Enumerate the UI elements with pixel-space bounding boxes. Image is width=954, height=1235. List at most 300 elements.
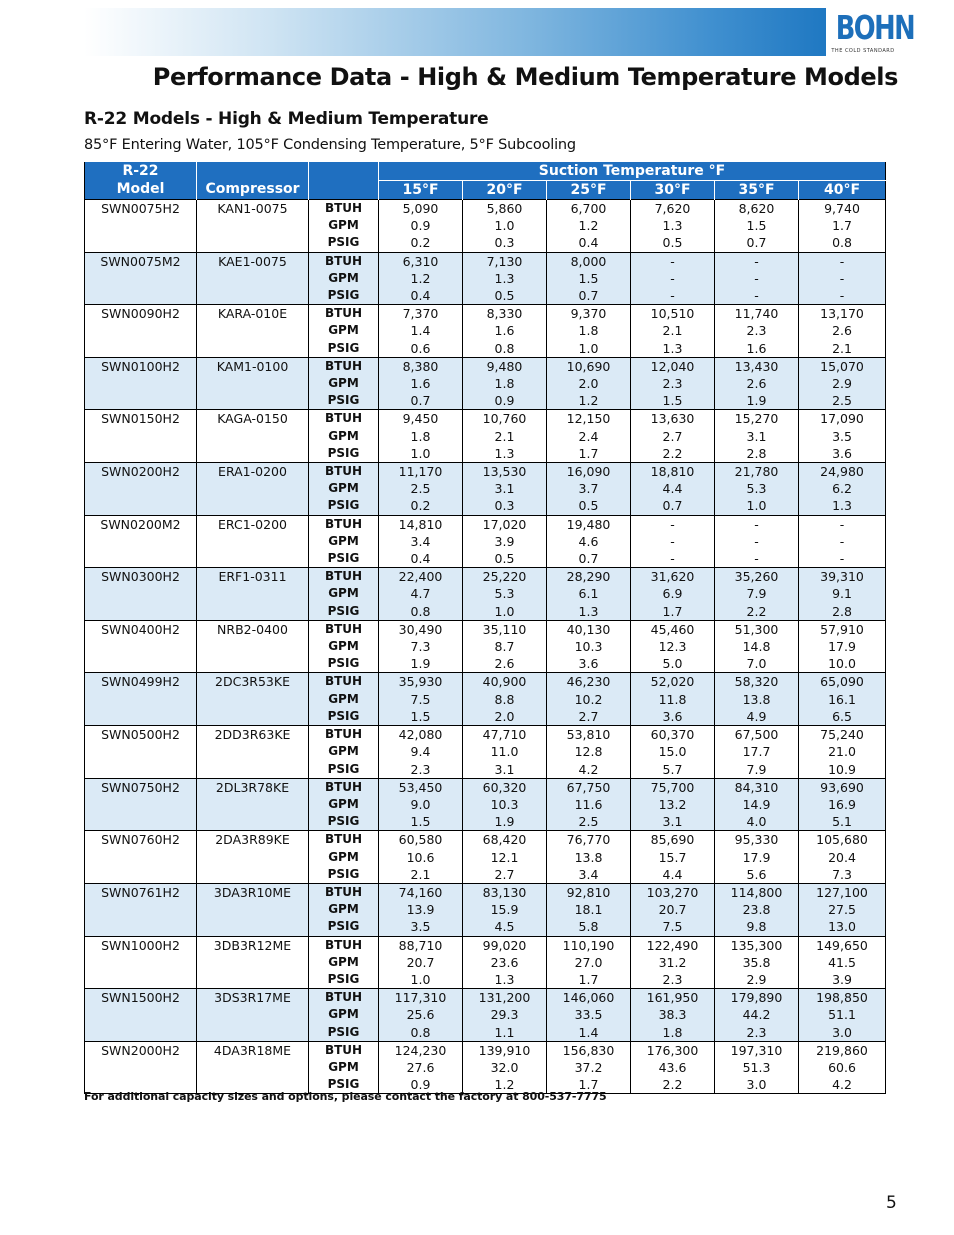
value-cell (547, 1041, 631, 1094)
unit-label: BTUH (324, 937, 363, 952)
value: 1.8 (662, 1024, 683, 1040)
unit-label: PSIG (327, 1024, 360, 1039)
value: 3.7 (578, 481, 599, 497)
value: 9,450 (402, 411, 439, 427)
unit-label: BTUH (324, 306, 363, 321)
value-cell (631, 778, 715, 831)
model-cell: SWN0075M2 (85, 252, 197, 305)
unit-label: PSIG (327, 814, 360, 829)
value: 14.8 (742, 639, 771, 655)
value: - (839, 253, 845, 269)
value: 2.8 (832, 603, 852, 619)
value-cell (631, 252, 715, 305)
value: 6,700 (570, 201, 607, 216)
value: 20.4 (828, 849, 856, 865)
value: 12.1 (490, 849, 519, 865)
unit-label: GPM (328, 323, 359, 338)
value-cell (799, 778, 886, 831)
value-cell (799, 252, 886, 305)
unit-label: PSIG (327, 919, 360, 934)
value: 2.1 (494, 428, 515, 444)
value: 3.6 (578, 656, 599, 672)
value: 4.5 (494, 919, 515, 935)
value: 46,230 (566, 674, 611, 690)
model-cell: SWN1000H2 (85, 936, 197, 989)
value: 95,330 (734, 832, 779, 848)
value: 219,860 (816, 1042, 868, 1058)
value: - (670, 288, 675, 304)
value: 21.0 (828, 744, 856, 760)
value: 4.9 (746, 708, 767, 724)
value: 17,020 (482, 516, 527, 532)
value: 0.3 (494, 498, 515, 514)
model-cell: SWN0500H2 (85, 726, 197, 779)
table-row (85, 1041, 886, 1094)
unit-label: BTUH (324, 464, 363, 479)
value-cell (631, 200, 715, 253)
value-cell (547, 515, 631, 568)
value: 16.1 (828, 691, 856, 707)
value-cell (631, 989, 715, 1042)
value: 7.5 (662, 919, 683, 935)
value: 1.3 (578, 603, 599, 619)
unit-label: GPM (328, 586, 359, 601)
value: 38.3 (658, 1007, 687, 1023)
value: 1.2 (578, 393, 599, 409)
value: 0.3 (494, 235, 515, 251)
compressor-cell: 2DA3R89KE (197, 831, 309, 884)
value-cell (463, 515, 547, 568)
value-cell (799, 1041, 886, 1094)
table-row (85, 989, 886, 1042)
value: 60,370 (650, 727, 695, 743)
value: 47,710 (482, 727, 527, 743)
value: 84,310 (734, 779, 779, 795)
value: 6.9 (662, 586, 683, 602)
model-cell: SWN0400H2 (85, 620, 197, 673)
value: 1.2 (410, 270, 431, 286)
value-cell (379, 463, 463, 516)
test-conditions: 85°F Entering Water, 105°F Condensing Temperature, 5°F Subcooling (84, 137, 576, 153)
value: 1.7 (832, 218, 852, 234)
value-cell (547, 831, 631, 884)
bohn-logo (828, 8, 915, 56)
value: 17.9 (742, 849, 771, 865)
value: 2.9 (832, 376, 852, 392)
units-cell (309, 252, 379, 305)
value: 2.2 (662, 1077, 683, 1093)
value: 0.5 (494, 551, 515, 567)
value: 40,900 (482, 674, 527, 690)
value: 93,690 (820, 779, 864, 795)
table-row (85, 357, 886, 410)
value-cell (463, 1041, 547, 1094)
value: 3.9 (832, 971, 852, 987)
unit-label: PSIG (327, 866, 360, 881)
compressor-cell: NRB2-0400 (197, 620, 309, 673)
value-cell (799, 305, 886, 358)
value: 0.8 (410, 603, 431, 619)
value: 1.0 (746, 498, 767, 514)
value: 1.9 (410, 656, 431, 672)
unit-label: PSIG (327, 1077, 360, 1092)
value: 60,320 (482, 779, 527, 795)
value: 13,630 (650, 411, 695, 427)
value: 1.6 (410, 376, 431, 392)
value-cell (547, 620, 631, 673)
units-cell (309, 989, 379, 1042)
value: 0.8 (410, 1024, 431, 1040)
unit-label: GPM (328, 954, 359, 969)
value: 60,580 (398, 832, 443, 848)
value: 1.2 (494, 1077, 515, 1093)
value: 1.3 (494, 445, 515, 461)
value: 5.7 (662, 761, 683, 777)
value: 0.9 (494, 393, 515, 409)
table-row (85, 305, 886, 358)
unit-label: PSIG (327, 551, 360, 566)
unit-label: PSIG (327, 340, 360, 355)
compressor-header: Compressor (197, 181, 309, 200)
value: 7,370 (402, 306, 439, 322)
value: 3.0 (832, 1024, 852, 1040)
value: 8,380 (402, 358, 439, 374)
unit-label: BTUH (324, 516, 363, 531)
unit-label: GPM (328, 428, 359, 443)
value: 11.6 (574, 796, 603, 812)
table-row (85, 252, 886, 305)
value: 10.3 (490, 796, 519, 812)
value: 7.3 (410, 639, 431, 655)
value: 24,980 (820, 464, 864, 480)
value: - (754, 516, 759, 532)
value: 11,740 (734, 306, 779, 322)
value: 35.8 (742, 954, 771, 970)
value: 3.1 (494, 481, 515, 497)
units-header-blank (309, 162, 379, 181)
compressor-cell: ERA1-0200 (197, 463, 309, 516)
unit-label: GPM (328, 691, 359, 706)
value-cell (799, 989, 886, 1042)
table-row (85, 463, 886, 516)
table-row (85, 778, 886, 831)
value: 35,110 (482, 621, 527, 637)
value-cell (547, 200, 631, 253)
value: 1.3 (662, 340, 683, 356)
model-cell: SWN0499H2 (85, 673, 197, 726)
value: 29.3 (490, 1007, 519, 1023)
value-cell (463, 305, 547, 358)
page-number: 5 (886, 1193, 897, 1213)
compressor-cell: ERC1-0200 (197, 515, 309, 568)
value: 2.2 (746, 603, 767, 619)
value: 22,400 (398, 569, 443, 585)
value-cell (547, 410, 631, 463)
value: 0.8 (832, 235, 852, 251)
unit-label: PSIG (327, 235, 360, 250)
value: 9,370 (570, 306, 607, 322)
value: 19,480 (566, 516, 611, 532)
value: 5.3 (746, 481, 767, 497)
units-cell (309, 305, 379, 358)
value: 15.7 (658, 849, 687, 865)
value: 5.1 (832, 814, 852, 830)
value: 1.3 (832, 498, 852, 514)
model-cell: SWN0761H2 (85, 883, 197, 936)
value: 4.2 (578, 761, 599, 777)
unit-label: GPM (328, 376, 359, 391)
value-cell (715, 200, 799, 253)
value-cell (463, 673, 547, 726)
value: 7.0 (746, 656, 767, 672)
value: 4.2 (832, 1077, 852, 1093)
unit-label: GPM (328, 218, 359, 233)
value: 42,080 (398, 727, 443, 743)
value: 25,220 (482, 569, 527, 585)
value: 0.7 (662, 498, 683, 514)
value: 13,430 (734, 358, 779, 374)
value: 7.3 (832, 866, 852, 882)
table-row (85, 568, 886, 621)
unit-label: GPM (328, 270, 359, 285)
value: 10,510 (650, 306, 695, 322)
value: 1.3 (494, 971, 515, 987)
model-cell: SWN1500H2 (85, 989, 197, 1042)
value: 21,780 (734, 464, 779, 480)
value: 7.9 (746, 761, 767, 777)
value: 88,710 (398, 937, 443, 953)
unit-label: BTUH (324, 411, 363, 426)
value-cell (631, 726, 715, 779)
value: 32.0 (490, 1059, 519, 1075)
value: 9.1 (832, 586, 852, 602)
value-cell (631, 463, 715, 516)
value-cell (379, 620, 463, 673)
value-cell (715, 357, 799, 410)
value-cell (631, 568, 715, 621)
model-cell: SWN0300H2 (85, 568, 197, 621)
value: 7,130 (486, 253, 523, 269)
units-cell (309, 726, 379, 779)
value: 0.5 (578, 498, 599, 514)
model-cell: SWN0200H2 (85, 463, 197, 516)
value: 10.6 (406, 849, 435, 865)
value: 27.6 (406, 1059, 435, 1075)
value: 5.0 (662, 656, 683, 672)
value-cell (379, 357, 463, 410)
footnote: For additional capacity sizes and options, please contact the factory at 800-537-7775 (84, 1090, 607, 1103)
value: 105,680 (816, 832, 868, 848)
value: 11,170 (398, 464, 443, 480)
model-header: Model (85, 181, 197, 200)
value: 1.9 (746, 393, 767, 409)
value: 0.7 (578, 551, 599, 567)
value: - (754, 288, 759, 304)
value: 3.6 (832, 445, 852, 461)
value: 10.2 (574, 691, 603, 707)
value: 31.2 (658, 954, 687, 970)
unit-label: BTUH (324, 1042, 363, 1057)
value: 15,270 (734, 411, 779, 427)
value: - (754, 551, 759, 567)
value: 7,620 (654, 201, 691, 216)
compressor-cell: 3DS3R17ME (197, 989, 309, 1042)
table-row (85, 883, 886, 936)
value: 68,420 (482, 832, 527, 848)
value-cell (547, 778, 631, 831)
unit-label: PSIG (327, 971, 360, 986)
value: 1.5 (410, 708, 431, 724)
value: 27.0 (574, 954, 603, 970)
value: 176,300 (646, 1042, 699, 1058)
table-row (85, 726, 886, 779)
value: 122,490 (646, 937, 699, 953)
value: 3.4 (410, 533, 431, 549)
value-cell (715, 778, 799, 831)
value: 33.5 (574, 1007, 603, 1023)
value: 149,650 (816, 937, 868, 953)
value: 18,810 (650, 464, 695, 480)
value: 1.9 (494, 814, 515, 830)
value: 114,800 (730, 884, 783, 900)
units-cell (309, 515, 379, 568)
value: 198,850 (816, 990, 868, 1006)
value: 2.6 (494, 656, 515, 672)
value: 124,230 (394, 1042, 447, 1058)
value: 5.8 (578, 919, 599, 935)
value: 12,040 (650, 358, 695, 374)
value-cell (715, 1041, 799, 1094)
value-cell (547, 989, 631, 1042)
value-cell (631, 410, 715, 463)
value: 0.8 (494, 340, 515, 356)
value: 1.7 (578, 445, 599, 461)
value: 0.6 (410, 340, 431, 356)
value-cell (799, 357, 886, 410)
unit-label: BTUH (324, 621, 363, 636)
value: 65,090 (820, 674, 864, 690)
value: 53,450 (398, 779, 443, 795)
table-row (85, 410, 886, 463)
unit-label: PSIG (327, 445, 360, 460)
value: 17.7 (742, 744, 771, 760)
value: 2.7 (494, 866, 515, 882)
compressor-cell: KAN1-0075 (197, 200, 309, 253)
value: 1.3 (662, 218, 683, 234)
value-cell (631, 936, 715, 989)
value: 35,260 (734, 569, 779, 585)
value: - (839, 551, 845, 567)
value: 10.3 (574, 639, 603, 655)
value-cell (715, 989, 799, 1042)
value: 9.8 (746, 919, 767, 935)
units-cell (309, 673, 379, 726)
value-cell (799, 410, 886, 463)
value: 2.3 (746, 1024, 767, 1040)
value: 0.2 (410, 498, 431, 514)
logo-tagline: THE COLD STANDARD (831, 48, 895, 54)
value: - (754, 270, 759, 286)
value: 179,890 (730, 990, 783, 1006)
value: - (839, 288, 845, 304)
unit-label: GPM (328, 796, 359, 811)
suction-temperature-header: Suction Temperature °F (379, 162, 886, 181)
value: 53,810 (566, 727, 611, 743)
value: 1.3 (494, 270, 515, 286)
value-cell (379, 989, 463, 1042)
unit-label: BTUH (324, 779, 363, 794)
value-cell (631, 357, 715, 410)
value: 28,290 (566, 569, 611, 585)
value: 2.1 (662, 323, 683, 339)
value: 3.4 (578, 866, 599, 882)
compressor-cell: 3DB3R12ME (197, 936, 309, 989)
value-cell (379, 726, 463, 779)
units-cell (309, 883, 379, 936)
value: 13.8 (742, 691, 771, 707)
value: 197,310 (730, 1042, 783, 1058)
value-cell (715, 568, 799, 621)
unit-label: PSIG (327, 603, 360, 618)
value: - (670, 516, 675, 532)
value: 18.1 (574, 902, 603, 918)
value-cell (715, 883, 799, 936)
value-cell (463, 357, 547, 410)
unit-label: BTUH (324, 358, 363, 373)
table-row (85, 831, 886, 884)
value: 2.9 (746, 971, 767, 987)
value-cell (799, 568, 886, 621)
value: 139,910 (478, 1042, 531, 1058)
value: 2.3 (410, 761, 431, 777)
value: 30,490 (398, 621, 443, 637)
value: 67,750 (566, 779, 611, 795)
value: 103,270 (646, 884, 699, 900)
value: 3.5 (832, 428, 852, 444)
value: - (754, 253, 759, 269)
value: 3.9 (494, 533, 515, 549)
value: 1.7 (578, 1077, 599, 1093)
units-header (309, 181, 379, 200)
value-cell (463, 831, 547, 884)
value: - (839, 533, 845, 549)
compressor-cell: 3DA3R10ME (197, 883, 309, 936)
value-cell (463, 989, 547, 1042)
unit-label: GPM (328, 1007, 359, 1022)
value-cell (547, 673, 631, 726)
value: 3.6 (662, 708, 683, 724)
value: 4.6 (578, 533, 599, 549)
value: 92,810 (566, 884, 611, 900)
units-cell (309, 463, 379, 516)
value: 1.5 (578, 270, 599, 286)
compressor-cell: 4DA3R18ME (197, 1041, 309, 1094)
temp-header: 25°F (547, 181, 631, 200)
value: 14.9 (742, 796, 771, 812)
value: 2.6 (746, 376, 767, 392)
value: - (670, 270, 675, 286)
value: - (670, 253, 675, 269)
value: 1.4 (578, 1024, 599, 1040)
value: 2.5 (578, 814, 599, 830)
value-cell (379, 568, 463, 621)
value: 135,300 (730, 937, 783, 953)
model-cell: SWN2000H2 (85, 1041, 197, 1094)
value: 2.3 (746, 323, 767, 339)
value: 11.8 (658, 691, 687, 707)
value-cell (379, 252, 463, 305)
value: 7.5 (410, 691, 431, 707)
